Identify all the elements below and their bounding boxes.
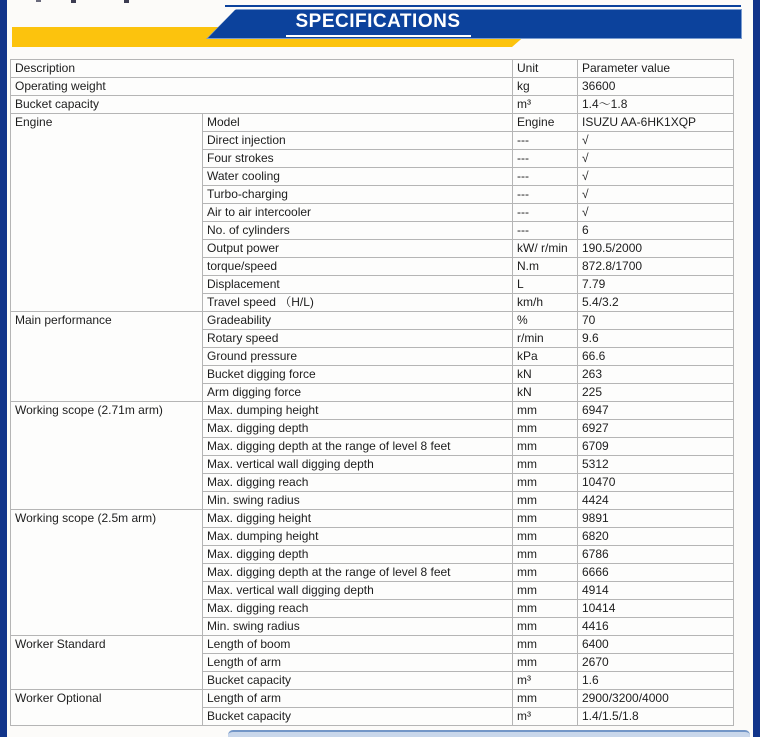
row-label: Arm digging force bbox=[203, 384, 513, 402]
value-cell: 6947 bbox=[578, 402, 734, 420]
row-label: Direct injection bbox=[203, 132, 513, 150]
clipped-text-artifact bbox=[124, 0, 129, 3]
value-cell: 6786 bbox=[578, 546, 734, 564]
row-label: Max. digging depth bbox=[203, 546, 513, 564]
unit-cell: mm bbox=[513, 528, 578, 546]
value-cell: 4424 bbox=[578, 492, 734, 510]
unit-cell: mm bbox=[513, 654, 578, 672]
unit-cell: --- bbox=[513, 168, 578, 186]
value-cell: √ bbox=[578, 186, 734, 204]
value-cell: 5.4/3.2 bbox=[578, 294, 734, 312]
row-label: Min. swing radius bbox=[203, 492, 513, 510]
row-label: Max. dumping height bbox=[203, 528, 513, 546]
value-cell: 2900/3200/4000 bbox=[578, 690, 734, 708]
row-label: Gradeability bbox=[203, 312, 513, 330]
unit-cell: kPa bbox=[513, 348, 578, 366]
group-label: Working scope (2.5m arm) bbox=[11, 510, 203, 636]
unit-cell: mm bbox=[513, 438, 578, 456]
table-row bbox=[11, 636, 734, 654]
unit-cell: mm bbox=[513, 582, 578, 600]
row-label: Rotary speed bbox=[203, 330, 513, 348]
row-label: Displacement bbox=[203, 276, 513, 294]
row-label: Bucket capacity bbox=[203, 708, 513, 726]
row-label: Output power bbox=[203, 240, 513, 258]
group-label: Worker Optional bbox=[11, 690, 203, 726]
row-label: Max. digging depth at the range of level 8 feet bbox=[203, 564, 513, 582]
value-cell: 2670 bbox=[578, 654, 734, 672]
clipped-text-artifact bbox=[71, 0, 76, 3]
unit-cell: mm bbox=[513, 474, 578, 492]
unit-cell: mm bbox=[513, 690, 578, 708]
row-label: Max. digging height bbox=[203, 510, 513, 528]
value-cell: 6927 bbox=[578, 420, 734, 438]
unit-cell: kg bbox=[513, 78, 578, 96]
unit-cell: --- bbox=[513, 222, 578, 240]
row-label: Length of arm bbox=[203, 690, 513, 708]
unit-cell: mm bbox=[513, 510, 578, 528]
row-label: Max. digging depth at the range of level 8 feet bbox=[203, 438, 513, 456]
value-cell: 4914 bbox=[578, 582, 734, 600]
value-cell: 6 bbox=[578, 222, 734, 240]
row-label: Min. swing radius bbox=[203, 618, 513, 636]
row-label: Length of arm bbox=[203, 654, 513, 672]
row-label: Max. vertical wall digging depth bbox=[203, 582, 513, 600]
unit-cell: kW/ r/min bbox=[513, 240, 578, 258]
unit-cell: mm bbox=[513, 456, 578, 474]
value-cell: 4416 bbox=[578, 618, 734, 636]
unit-cell: --- bbox=[513, 132, 578, 150]
value-cell: 9891 bbox=[578, 510, 734, 528]
value-cell: 6666 bbox=[578, 564, 734, 582]
unit-cell: kN bbox=[513, 366, 578, 384]
value-cell: 66.6 bbox=[578, 348, 734, 366]
unit-cell: mm bbox=[513, 564, 578, 582]
value-cell: 190.5/2000 bbox=[578, 240, 734, 258]
value-cell: 10470 bbox=[578, 474, 734, 492]
table-row bbox=[11, 690, 734, 708]
row-label: Four strokes bbox=[203, 150, 513, 168]
unit-cell: mm bbox=[513, 600, 578, 618]
spec-table-body bbox=[11, 78, 734, 726]
value-cell: 263 bbox=[578, 366, 734, 384]
row-label: Water cooling bbox=[203, 168, 513, 186]
group-label: Main performance bbox=[11, 312, 203, 402]
row-label: Max. digging reach bbox=[203, 600, 513, 618]
row-label: Operating weight bbox=[11, 78, 513, 96]
value-cell: 1.4～1.8 bbox=[578, 96, 734, 114]
row-label: Bucket capacity bbox=[11, 96, 513, 114]
value-cell: 9.6 bbox=[578, 330, 734, 348]
value-cell: √ bbox=[578, 150, 734, 168]
specifications-table bbox=[10, 59, 734, 726]
unit-cell: mm bbox=[513, 420, 578, 438]
unit-cell: --- bbox=[513, 186, 578, 204]
table-row bbox=[11, 402, 734, 420]
banner-top-line bbox=[225, 5, 741, 7]
header-description: Description bbox=[11, 60, 513, 78]
unit-cell: --- bbox=[513, 150, 578, 168]
page-left-border bbox=[0, 0, 7, 737]
table-row bbox=[11, 78, 734, 96]
unit-cell: % bbox=[513, 312, 578, 330]
row-label: Bucket digging force bbox=[203, 366, 513, 384]
row-label: Model bbox=[203, 114, 513, 132]
row-label: torque/speed bbox=[203, 258, 513, 276]
unit-cell: mm bbox=[513, 492, 578, 510]
row-label: Max. digging depth bbox=[203, 420, 513, 438]
table-header-row bbox=[11, 60, 734, 78]
value-cell: 6820 bbox=[578, 528, 734, 546]
page-title: SPECIFICATIONS bbox=[233, 12, 523, 37]
row-label: Max. dumping height bbox=[203, 402, 513, 420]
value-cell: 6400 bbox=[578, 636, 734, 654]
header-unit: Unit bbox=[513, 60, 578, 78]
value-cell: 225 bbox=[578, 384, 734, 402]
value-cell: 1.4/1.5/1.8 bbox=[578, 708, 734, 726]
group-label: Worker Standard bbox=[11, 636, 203, 690]
next-section-bar bbox=[228, 730, 750, 737]
unit-cell: N.m bbox=[513, 258, 578, 276]
unit-cell: --- bbox=[513, 204, 578, 222]
value-cell: 872.8/1700 bbox=[578, 258, 734, 276]
table-row bbox=[11, 510, 734, 528]
row-label: Max. digging reach bbox=[203, 474, 513, 492]
unit-cell: mm bbox=[513, 546, 578, 564]
unit-cell: m³ bbox=[513, 96, 578, 114]
row-label: Bucket capacity bbox=[203, 672, 513, 690]
value-cell: 5312 bbox=[578, 456, 734, 474]
row-label: Length of boom bbox=[203, 636, 513, 654]
value-cell: 36600 bbox=[578, 78, 734, 96]
unit-cell: kN bbox=[513, 384, 578, 402]
table-row bbox=[11, 114, 734, 132]
header-parameter-value: Parameter value bbox=[578, 60, 734, 78]
value-cell: √ bbox=[578, 132, 734, 150]
unit-cell: mm bbox=[513, 618, 578, 636]
clipped-text-artifact bbox=[36, 0, 41, 2]
row-label: Max. vertical wall digging depth bbox=[203, 456, 513, 474]
value-cell: 6709 bbox=[578, 438, 734, 456]
table-row bbox=[11, 96, 734, 114]
value-cell: √ bbox=[578, 204, 734, 222]
row-label: Air to air intercooler bbox=[203, 204, 513, 222]
row-label: Turbo-charging bbox=[203, 186, 513, 204]
value-cell: 10414 bbox=[578, 600, 734, 618]
value-cell: ISUZU AA-6HK1XQP bbox=[578, 114, 734, 132]
unit-cell: Engine bbox=[513, 114, 578, 132]
value-cell: 70 bbox=[578, 312, 734, 330]
group-label: Engine bbox=[11, 114, 203, 312]
unit-cell: L bbox=[513, 276, 578, 294]
unit-cell: m³ bbox=[513, 708, 578, 726]
group-label: Working scope (2.71m arm) bbox=[11, 402, 203, 510]
row-label: Ground pressure bbox=[203, 348, 513, 366]
page-right-border bbox=[753, 0, 760, 737]
unit-cell: mm bbox=[513, 402, 578, 420]
table-row bbox=[11, 312, 734, 330]
value-cell: √ bbox=[578, 168, 734, 186]
unit-cell: mm bbox=[513, 636, 578, 654]
value-cell: 1.6 bbox=[578, 672, 734, 690]
unit-cell: m³ bbox=[513, 672, 578, 690]
row-label: Travel speed （H/L) bbox=[203, 294, 513, 312]
unit-cell: km/h bbox=[513, 294, 578, 312]
value-cell: 7.79 bbox=[578, 276, 734, 294]
row-label: No. of cylinders bbox=[203, 222, 513, 240]
unit-cell: r/min bbox=[513, 330, 578, 348]
